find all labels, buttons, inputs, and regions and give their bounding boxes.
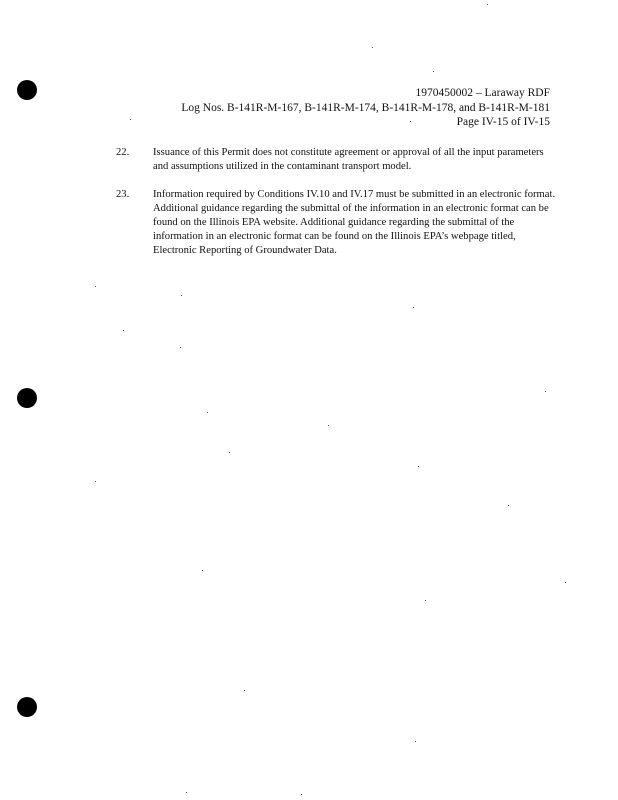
condition-item [116,188,556,258]
scan-speck [545,391,546,392]
punch-hole-bottom [17,697,37,717]
scan-speck [244,690,245,691]
header-log-numbers: Log Nos. B-141R-M-167, B-141R-M-174, B-141R-M-178, and B-141R-M-181 [181,101,550,114]
scan-speck [186,792,187,793]
scan-speck [433,71,434,72]
condition-text: Issuance of this Permit does not constitute agreement or approval of all the input parameters and assumptions utilized in the contaminant transport model. [153,147,544,172]
condition-item [116,146,556,174]
scan-speck [415,741,416,742]
permit-conditions-list [116,146,556,272]
scan-speck [301,794,302,795]
scan-speck [410,121,411,122]
scan-speck [413,307,414,308]
condition-text: Information required by Conditions IV.10 and IV.17 must be submitted in an electronic format. Additional guidance regarding the submittal of the information in an electronic format can be found on the Illinois EPA website. Additional guidance regarding the submittal of the information in an electronic format can be found on the Illinois EPA’s webpage titled, Electronic Reporting of Groundwater Data. [153,189,556,256]
punch-hole-middle [17,388,37,408]
scan-speck [180,347,181,348]
scan-speck [418,466,419,467]
scan-speck [508,505,509,506]
page-header [181,86,550,130]
scan-speck [95,481,96,482]
scan-speck [207,412,208,413]
punch-hole-top [17,80,37,100]
scan-speck [130,119,131,120]
scan-speck [425,600,426,601]
scan-speck [123,330,124,331]
scan-speck [202,570,203,571]
scan-speck [565,582,566,583]
condition-number: 23. [116,189,130,200]
scan-speck [487,4,488,5]
condition-number: 22. [116,147,130,158]
scan-speck [229,452,230,453]
header-facility-id: 1970450002 – Laraway RDF [415,87,550,99]
scan-speck [95,286,96,287]
scan-speck [328,425,329,426]
header-page-number: Page IV-15 of IV-15 [456,116,550,128]
scan-speck [372,47,373,48]
scan-speck [181,295,182,296]
